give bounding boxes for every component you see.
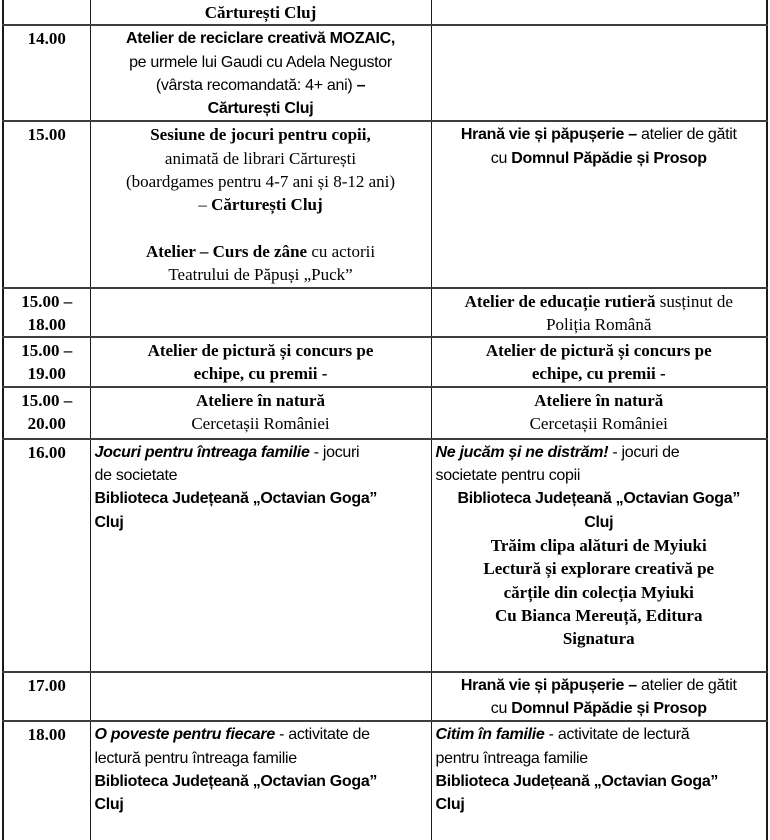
text-line xyxy=(436,362,763,385)
event-cell-right xyxy=(431,288,767,338)
schedule-body xyxy=(3,0,767,840)
text-segment: Cărturești Cluj xyxy=(204,3,317,22)
text-segment: Teatrului de Păpuși „Puck” xyxy=(168,265,353,285)
event-cell-right xyxy=(431,337,767,387)
text-segment: cu xyxy=(490,700,512,718)
time-cell xyxy=(3,337,90,387)
text-segment: Hrană vie și păpușerie – xyxy=(460,126,641,144)
event-cell-right xyxy=(431,672,767,722)
event-cell-left xyxy=(90,337,431,387)
text-line xyxy=(436,412,763,435)
text-segment: Cărturești Cluj xyxy=(211,195,323,215)
text-segment: Poliția Română xyxy=(546,314,652,334)
text-segment: Cărturești Cluj xyxy=(207,100,314,118)
text-line xyxy=(436,290,763,313)
time-text: 14.00 xyxy=(27,29,66,49)
text-segment: Biblioteca Județeană „Octavian Goga” xyxy=(457,490,741,508)
text-segment: cu xyxy=(490,149,512,167)
text-segment: atelier de gătit xyxy=(640,676,737,694)
time-cell xyxy=(3,121,90,287)
text-segment: Signatura xyxy=(562,629,635,649)
text-segment: pentru întreaga familie xyxy=(435,749,588,767)
text-line xyxy=(95,193,427,216)
text-line xyxy=(95,74,427,97)
text-segment: Citim în familie xyxy=(435,726,545,744)
time-cell xyxy=(3,25,90,121)
text-segment: Ne jucăm și ne distrăm! xyxy=(435,443,609,461)
text-line xyxy=(95,27,427,50)
text-segment: Biblioteca Județeană „Octavian Goga” xyxy=(94,772,378,790)
text-line xyxy=(95,441,427,464)
text-segment: cu actorii xyxy=(307,241,376,261)
event-cell-left xyxy=(90,0,431,25)
text-segment: Sesiune de jocuri pentru copii, xyxy=(150,125,371,145)
text-segment: (vârsta recomandată: 4+ ani) xyxy=(155,76,357,94)
text-segment: susținut de xyxy=(655,291,733,311)
text-segment: pe urmele lui Gaudi cu Adela Negustor xyxy=(129,53,392,71)
text-line xyxy=(95,723,427,746)
time-text: 15.00 – xyxy=(21,341,73,361)
text-segment: - activitate de xyxy=(274,726,370,744)
text-line xyxy=(436,581,763,604)
text-segment: atelier de gătit xyxy=(640,126,737,144)
event-cell-right xyxy=(431,439,767,672)
text-line xyxy=(436,604,763,627)
text-line xyxy=(436,770,763,793)
text-segment: Atelier de reciclare creativă MOZAIC, xyxy=(125,30,396,48)
time-text: 20.00 xyxy=(27,414,66,434)
text-line xyxy=(436,464,763,487)
event-cell-right xyxy=(431,25,767,121)
text-segment: Ateliere în natură xyxy=(195,390,326,410)
text-segment: – xyxy=(356,76,366,94)
text-line xyxy=(436,793,763,816)
text-segment: (boardgames pentru 4-7 ani și 8-12 ani) xyxy=(125,172,396,192)
text-line xyxy=(95,97,427,120)
time-text: 18.00 xyxy=(27,725,66,745)
text-line xyxy=(95,747,427,770)
text-segment: cărțile din colecția Myiuki xyxy=(503,582,694,602)
table-row xyxy=(3,288,767,338)
text-line xyxy=(95,240,427,263)
text-line xyxy=(436,147,763,170)
text-line xyxy=(436,487,763,510)
text-segment: echipe, cu premii - xyxy=(531,364,666,384)
text-segment: Atelier de educație rutieră xyxy=(464,291,656,311)
text-segment: Cluj xyxy=(584,513,614,531)
time-text: 16.00 xyxy=(27,442,66,462)
table-row xyxy=(3,25,767,121)
text-line xyxy=(436,511,763,534)
text-line xyxy=(95,412,427,435)
text-segment: Cercetașii României xyxy=(529,414,668,434)
event-cell-right xyxy=(431,721,767,840)
table-row xyxy=(3,672,767,722)
text-segment: - jocuri de xyxy=(608,443,680,461)
text-line xyxy=(436,627,763,650)
text-line xyxy=(436,123,763,146)
text-segment: Domnul Păpădie și Prosop xyxy=(511,149,707,167)
text-segment: Cluj xyxy=(94,513,124,531)
text-segment: Cercetașii României xyxy=(191,414,330,434)
text-segment: societate pentru copii xyxy=(435,467,581,485)
text-line xyxy=(436,697,763,720)
event-cell-left xyxy=(90,387,431,439)
text-line xyxy=(436,674,763,697)
text-line xyxy=(436,534,763,557)
text-segment: Ateliere în natură xyxy=(534,390,664,410)
text-line xyxy=(95,793,427,816)
text-line xyxy=(436,747,763,770)
text-segment: - activitate de lectură xyxy=(544,726,690,744)
text-line xyxy=(95,147,427,170)
time-text: 15.00 xyxy=(27,125,66,145)
text-segment: lectură pentru întreaga familie xyxy=(94,749,297,767)
text-line xyxy=(95,511,427,534)
event-cell-right xyxy=(431,0,767,25)
text-segment: Atelier – Curs de zâne xyxy=(145,241,308,261)
text-line xyxy=(95,51,427,74)
text-line xyxy=(95,339,427,362)
table-row xyxy=(3,0,767,25)
text-segment: Cu Bianca Mereuță, Editura xyxy=(495,605,703,625)
event-cell-left xyxy=(90,25,431,121)
table-row xyxy=(3,121,767,287)
event-cell-left xyxy=(90,288,431,338)
event-cell-right xyxy=(431,121,767,287)
event-cell-left xyxy=(90,672,431,722)
text-segment: Cluj xyxy=(435,796,465,814)
time-cell xyxy=(3,672,90,722)
text-segment: Hrană vie și păpușerie – xyxy=(460,676,641,694)
time-cell xyxy=(3,0,90,25)
text-segment: Lectură și explorare creativă pe xyxy=(483,559,715,579)
event-cell-left xyxy=(90,121,431,287)
time-text: 17.00 xyxy=(27,675,66,695)
text-line xyxy=(95,263,427,286)
text-line xyxy=(436,723,763,746)
event-cell-left xyxy=(90,439,431,672)
time-cell xyxy=(3,288,90,338)
time-cell xyxy=(3,439,90,672)
table-row xyxy=(3,337,767,387)
text-line xyxy=(95,123,427,146)
text-segment: Biblioteca Județeană „Octavian Goga” xyxy=(94,490,378,508)
text-segment: Trăim clipa alături de Myiuki xyxy=(490,535,707,555)
text-line xyxy=(95,362,427,385)
time-text: 19.00 xyxy=(27,364,66,384)
text-segment: O poveste pentru fiecare xyxy=(94,726,275,744)
text-line xyxy=(95,464,427,487)
text-segment: Atelier de pictură și concurs pe xyxy=(147,341,374,361)
time-cell xyxy=(3,721,90,840)
table-row xyxy=(3,439,767,672)
text-segment: Atelier de pictură și concurs pe xyxy=(485,341,712,361)
text-line xyxy=(436,339,763,362)
text-line xyxy=(436,441,763,464)
text-line xyxy=(95,770,427,793)
text-segment: Jocuri pentru întreaga familie xyxy=(94,443,310,461)
text-segment: Domnul Păpădie și Prosop xyxy=(511,700,707,718)
time-text: 15.00 – xyxy=(21,390,73,410)
schedule-table xyxy=(2,0,768,840)
text-line xyxy=(436,557,763,580)
text-segment: de societate xyxy=(94,467,178,485)
text-line xyxy=(436,313,763,336)
text-segment: Biblioteca Județeană „Octavian Goga” xyxy=(435,772,719,790)
text-line xyxy=(95,487,427,510)
text-line xyxy=(95,1,427,24)
text-line xyxy=(436,389,763,412)
time-cell xyxy=(3,387,90,439)
event-cell-right xyxy=(431,387,767,439)
time-text: 18.00 xyxy=(27,314,66,334)
text-segment: echipe, cu premii - xyxy=(193,364,328,384)
text-line xyxy=(95,389,427,412)
table-row xyxy=(3,387,767,439)
event-cell-left xyxy=(90,721,431,840)
text-segment: - jocuri xyxy=(309,443,360,461)
text-line xyxy=(95,170,427,193)
table-row xyxy=(3,721,767,840)
text-segment: animată de librari Cărturești xyxy=(164,148,357,168)
text-segment: Cluj xyxy=(94,796,124,814)
time-text: 15.00 – xyxy=(21,291,73,311)
text-line xyxy=(95,217,427,240)
text-segment: – xyxy=(198,195,212,215)
